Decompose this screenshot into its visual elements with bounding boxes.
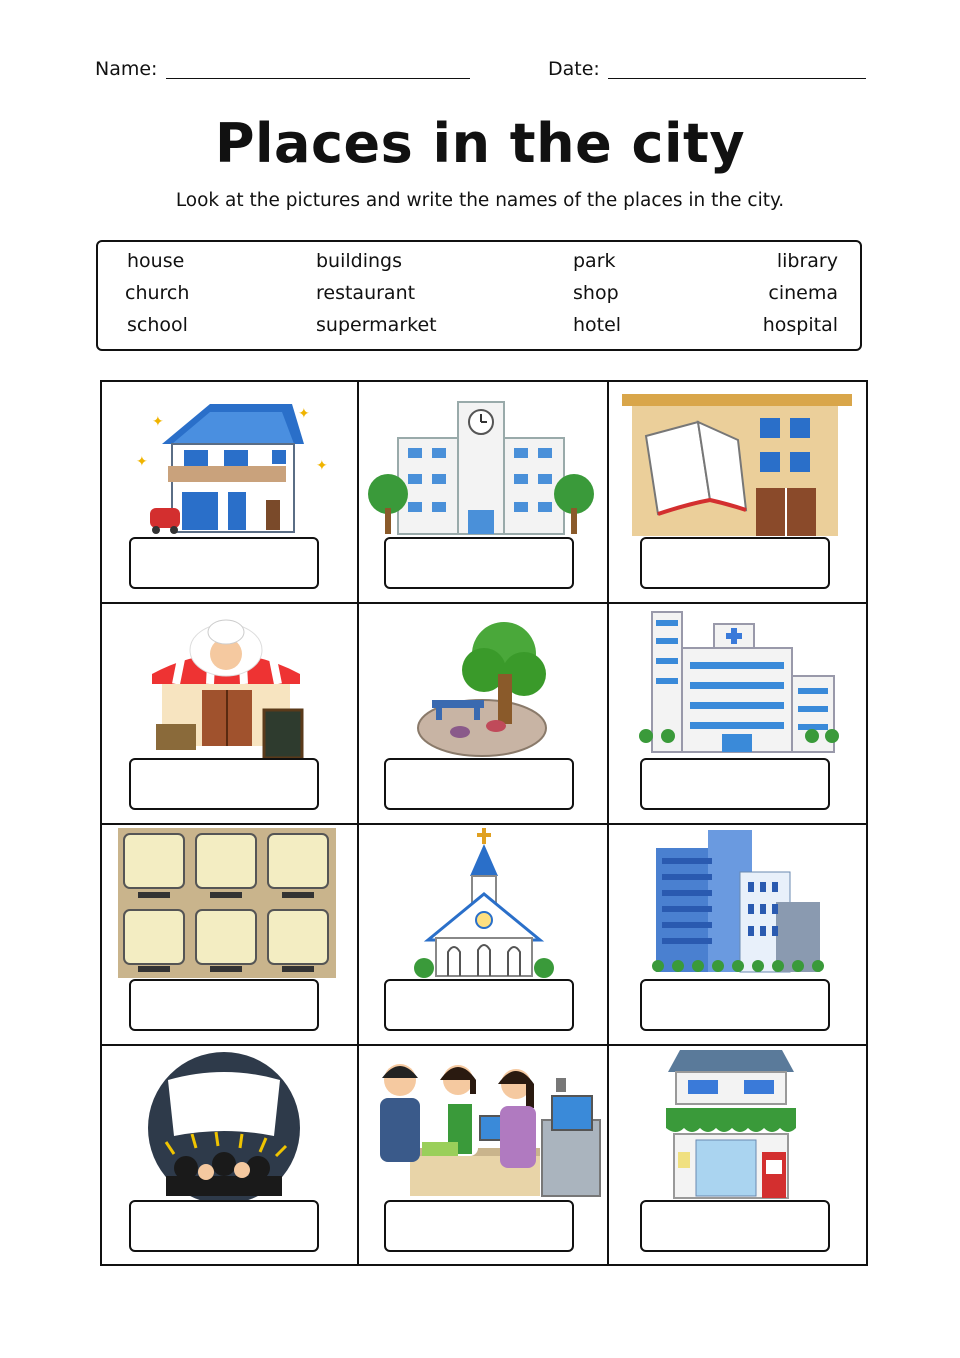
word-bank-item: cinema [768,282,838,304]
shop-icon [662,1048,800,1200]
page-title: Places in the city [214,112,746,175]
church-icon [414,828,554,978]
date-label: Date: [548,58,600,80]
word-bank-item: hospital [762,314,838,336]
picture-grid [100,380,868,1266]
date-field[interactable] [608,78,866,79]
supermarket-icon [366,1050,604,1198]
answer-box[interactable] [129,1200,319,1252]
answer-box[interactable] [640,1200,830,1252]
word-bank-item: house [127,250,185,272]
word-bank-item: hotel [573,314,622,336]
word-bank-item: buildings [316,250,403,272]
answer-box[interactable] [384,758,574,810]
answer-box[interactable] [640,537,830,589]
answer-box[interactable] [384,537,574,589]
svg-text:✦: ✦ [136,454,148,470]
library-icon [618,392,858,538]
svg-text:✦: ✦ [298,406,310,422]
restaurant-icon [146,614,306,762]
hospital-icon [636,606,842,756]
house-icon [132,396,332,536]
word-bank-item: library [776,250,838,272]
word-bank-item: shop [573,282,619,304]
word-bank-item: park [573,250,616,272]
answer-box[interactable] [384,979,574,1031]
school-icon [362,398,602,538]
answer-box[interactable] [640,758,830,810]
svg-text:✦: ✦ [316,458,328,474]
word-bank [96,240,862,351]
instructions: Look at the pictures and write the names of the places in the city. [175,190,785,211]
answer-box[interactable] [640,979,830,1031]
word-bank-item: restaurant [316,282,416,304]
answer-box[interactable] [129,758,319,810]
name-label: Name: [95,58,158,80]
answer-box[interactable] [129,537,319,589]
park-icon [414,614,554,762]
buildings-icon [652,828,832,978]
word-bank-item: school [127,314,188,336]
word-bank-item: church [125,282,190,304]
cinema-icon [146,1050,302,1200]
hotel-icon [118,828,336,978]
name-field[interactable] [166,78,470,79]
answer-box[interactable] [129,979,319,1031]
word-bank-item: supermarket [316,314,437,336]
answer-box[interactable] [384,1200,574,1252]
svg-text:✦: ✦ [152,414,164,430]
